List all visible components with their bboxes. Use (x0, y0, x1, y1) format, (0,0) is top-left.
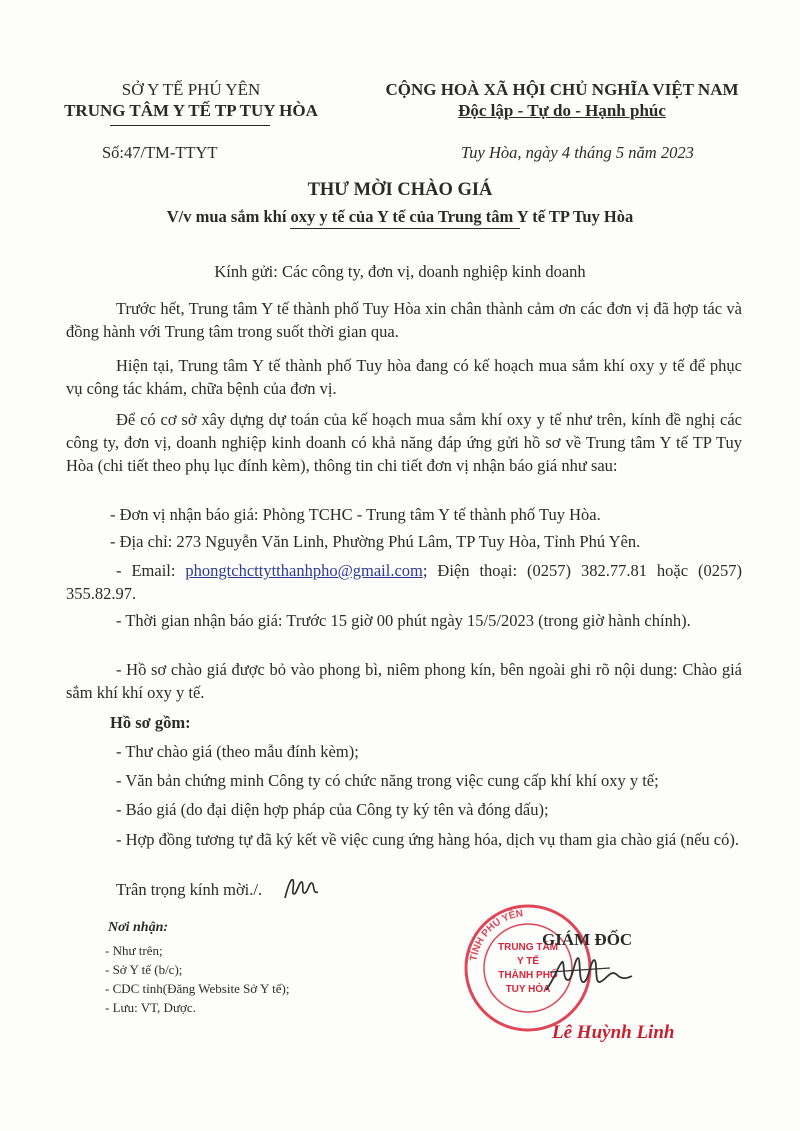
recipients-heading: Nơi nhận: (108, 920, 169, 935)
email-label: - Email: (116, 561, 186, 580)
header-org-underline (110, 125, 270, 126)
doc-subject-underline (290, 228, 520, 229)
phone-info: ; Điện thoại: (0257) 382.77.81 hoặc (0257) 355.82.97. (66, 561, 743, 603)
dossier-item: - Báo giá (do đại diện hợp pháp của Công ty ký tên và đóng dấu); (116, 800, 549, 819)
handwritten-signature (540, 950, 640, 1000)
paragraph-intro: Trước hết, Trung tâm Y tế thành phố Tuy Hòa xin chân thành cảm ơn các đơn vị đã hợp tác và đồng hành với Trung tâm trong suốt thời gian qua. (66, 299, 742, 341)
paragraph-plan: Hiện tại, Trung tâm Y tế thành phố Tuy hòa đang có kế hoạch mua sắm khí oxy y tế để phục vụ công tác khám, chữa bệnh của đơn vị. (66, 356, 742, 398)
recipient-item: - Sở Y tế (b/c); (105, 962, 183, 977)
receiving-unit: - Đơn vị nhận báo giá: Phòng TCHC - Trung tâm Y tế thành phố Tuy Hòa. (110, 505, 601, 524)
signature-title: GIÁM ĐỐC (542, 930, 633, 949)
dossier-heading: Hồ sơ gồm: (110, 713, 191, 732)
contact-info (66, 559, 742, 605)
national-motto: Độc lập - Tự do - Hạnh phúc (458, 101, 666, 120)
dossier-item: - Văn bản chứng minh Công ty có chức năng trong việc cung cấp khí khí oxy y tế; (116, 771, 659, 790)
stamp-ring-text: TỈNH PHÚ YÊN (468, 908, 524, 963)
recipient-item: - Lưu: VT, Dược. (105, 1000, 196, 1015)
doc-subject: V/v mua sắm khí oxy y tế của Y tế của Trung tâm Y tế TP Tuy Hòa (166, 207, 634, 226)
doc-number: Số:47/TM-TTYT (102, 143, 218, 162)
deadline: - Thời gian nhận báo giá: Trước 15 giờ 00 phút ngày 15/5/2023 (trong giờ hành chính). (116, 611, 691, 630)
envelope-instruction: - Hồ sơ chào giá được bỏ vào phong bì, niêm phong kín, bên ngoài ghi rõ nội dung: Chào giá sắm khí khí oxy y tế. (66, 660, 742, 702)
dossier-item: - Thư chào giá (theo mẫu đính kèm); (116, 742, 359, 761)
national-title: CỘNG HOÀ XÃ HỘI CHỦ NGHĨA VIỆT NAM (385, 80, 739, 99)
signer-name: Lê Huỳnh Linh (552, 1022, 675, 1043)
stamp-line: TUY HÒA (505, 984, 551, 995)
doc-date: Tuy Hòa, ngày 4 tháng 5 năm 2023 (461, 143, 694, 162)
dossier-item: - Hợp đồng tương tự đã ký kết về việc cung ứng hàng hóa, dịch vụ tham gia chào giá (nếu có). (116, 830, 739, 849)
recipient-item: - Như trên; (105, 943, 163, 958)
stamp-line: Y TẾ (516, 956, 540, 967)
initials-mark (282, 872, 322, 904)
address: - Địa chỉ: 273 Nguyễn Văn Linh, Phường Phú Lâm, TP Tuy Hòa, Tỉnh Phú Yên. (110, 532, 641, 551)
stamp-line: THÀNH PHỐ (498, 970, 558, 981)
closing: Trân trọng kính mời./. (116, 880, 263, 899)
recipient-item: - CDC tỉnh(Đăng Website Sở Y tế); (105, 981, 290, 996)
doc-title: THƯ MỜI CHÀO GIÁ (307, 180, 493, 200)
header-org-name: TRUNG TÂM Y TẾ TP TUY HÒA (64, 101, 318, 120)
paragraph-request: Để có cơ sở xây dựng dự toán của kế hoạch mua sắm khí oxy y tế như trên, kính đề nghị các công ty, đơn vị, doanh nghiệp kinh doanh có khả năng đáp ứng gửi hồ sơ về Trung tâm Y tế TP Tuy Hòa (chi tiết theo phụ lục đính kèm), thông tin chi tiết đơn vị nhận báo giá như sau: (66, 410, 742, 475)
email-link[interactable]: phongtchcttytthanhpho@gmail.com (185, 561, 423, 580)
greeting: Kính gửi: Các công ty, đơn vị, doanh nghiệp kinh doanh (214, 262, 586, 281)
stamp-line: TRUNG TÂM (498, 942, 558, 953)
header-org-parent: SỞ Y TẾ PHÚ YÊN (121, 80, 261, 99)
